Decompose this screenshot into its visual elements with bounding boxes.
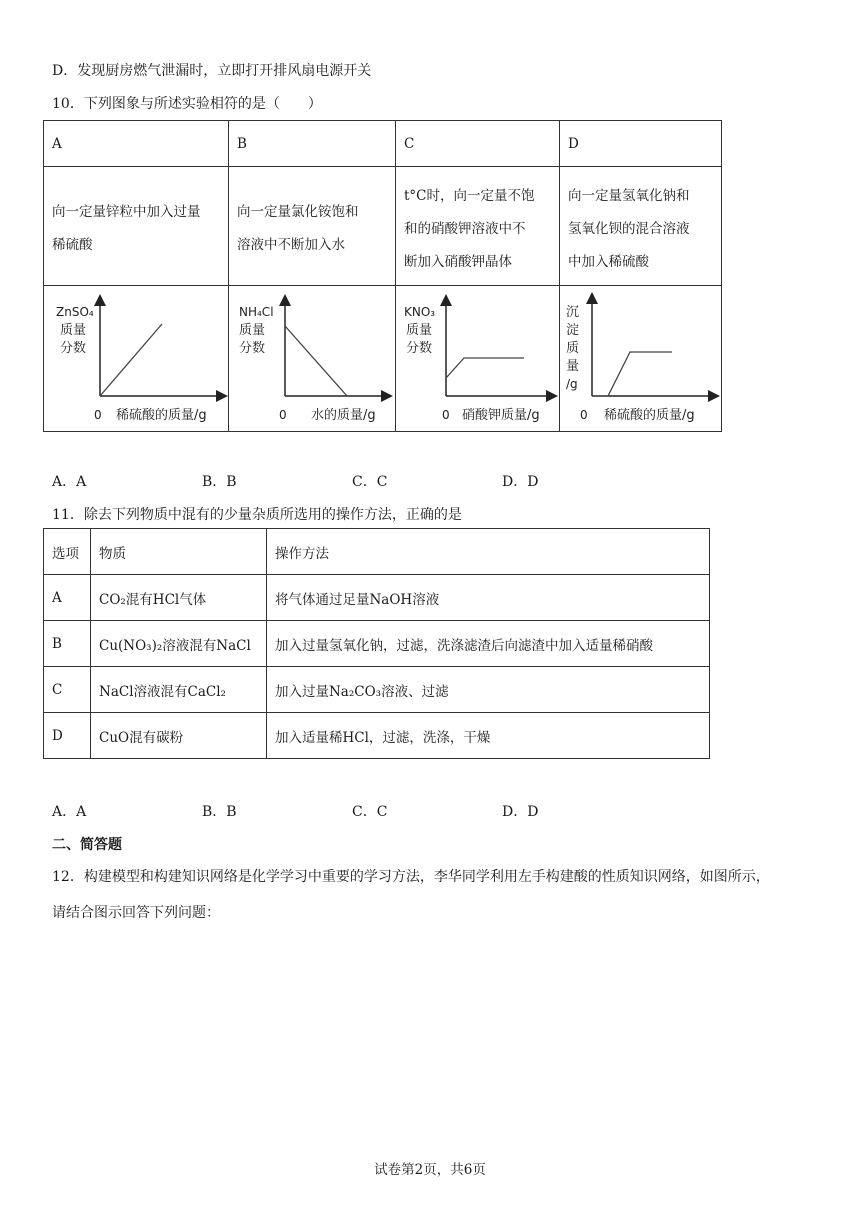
q10-header-b: B (229, 121, 396, 167)
q10-graph-d-ylabel-3: 质 (566, 341, 580, 356)
q10-graph-a-cell (44, 286, 229, 432)
q10-graph-a-origin: 0 (94, 408, 102, 422)
table-row (44, 621, 710, 667)
q10-graph-b-origin: 0 (279, 408, 287, 422)
q10-graph-a-ylabel-3: 分数 (60, 341, 87, 356)
q11-row-b-method: 加入过量氢氧化钠，过滤，洗涤滤渣后向滤渣中加入适量稀硝酸 (267, 621, 710, 667)
q11-choices (52, 801, 538, 821)
q10-header-c: C (396, 121, 560, 167)
q11-stem: 11．除去下列物质中混有的少量杂质所选用的操作方法，正确的是 (52, 507, 462, 523)
table-row (44, 713, 710, 759)
q11-row-d-substance: CuO混有碳粉 (91, 713, 267, 759)
q10-graph-d-xlabel: 稀硫酸的质量/g (604, 408, 695, 423)
q10-stem: 10．下列图象与所述实验相符的是（ ） (52, 96, 322, 112)
q11-row-b-substance: Cu(NO₃)₂溶液混有NaCl (91, 621, 267, 667)
q11-header-option: 选项 (44, 529, 91, 575)
q10-desc-b-line1: 向一定量氯化铵饱和 (237, 204, 359, 220)
q9-option-d: D．发现厨房燃气泄漏时，立即打开排风扇电源开关 (52, 63, 372, 79)
q11-row-d-method: 加入适量稀HCl，过滤，洗涤，干燥 (267, 713, 710, 759)
q10-graph-a-ylabel-2: 质量 (60, 323, 87, 338)
q10-graph-b (229, 286, 396, 431)
q11-header-substance: 物质 (91, 529, 267, 575)
q10-graph-a-curve (100, 324, 162, 396)
q10-graph-b-xlabel: 水的质量/g (311, 408, 376, 423)
q10-graph-d-ylabel-5: /g (566, 377, 578, 391)
q10-graph-row (44, 286, 722, 432)
q12-stem-line1: 12．构建模型和构建知识网络是化学学习中重要的学习方法，李华同学利用左手构建酸的性质知识网络，如图所示， (52, 869, 770, 885)
q11-table (43, 528, 710, 759)
q10-desc-d (560, 167, 722, 286)
page-footer: 试卷第2页，共6页 (374, 1162, 486, 1178)
q10-choices (52, 471, 538, 491)
q10-graph-d-curve (592, 352, 672, 396)
q10-desc-c (396, 167, 560, 286)
q10-desc-a-line2: 稀硫酸 (52, 237, 93, 253)
q11-row-a-method: 将气体通过足量NaOH溶液 (267, 575, 710, 621)
q10-graph-a (44, 286, 229, 431)
q10-graph-d-cell (560, 286, 722, 432)
section-title: 二、简答题 (52, 837, 122, 853)
q10-graph-b-ylabel-2: 质量 (239, 323, 266, 338)
q11-choice-b[interactable]: B．B (202, 804, 237, 820)
q10-graph-b-cell (229, 286, 396, 432)
q10-graph-c-cell (396, 286, 560, 432)
q10-desc-c-line1: t°C时，向一定量不饱 (404, 187, 535, 204)
q10-graph-b-ylabel-1: NH₄Cl (239, 305, 274, 319)
q10-choice-a[interactable]: A．A (52, 474, 87, 490)
q11-choice-d[interactable]: D．D (502, 804, 539, 820)
q12-stem (52, 859, 827, 931)
q10-desc-a (44, 167, 229, 286)
q10-desc-a-line1: 向一定量锌粒中加入过量 (52, 204, 201, 220)
q10-graph-c-curve (446, 358, 524, 378)
q10-graph-d-origin: 0 (580, 408, 588, 422)
q10-desc-c-line3: 断加入硝酸钾晶体 (404, 253, 512, 270)
q10-graph-b-ylabel-3: 分数 (239, 341, 266, 356)
q10-graph-d-ylabel-2: 淀 (566, 323, 580, 338)
q11-choice-c[interactable]: C．C (352, 804, 388, 820)
table-row (44, 575, 710, 621)
q11-row-c-substance: NaCl溶液混有CaCl₂ (91, 667, 267, 713)
q10-desc-d-line1: 向一定量氢氧化钠和 (568, 187, 690, 204)
q10-graph-c-ylabel-2: 质量 (406, 323, 433, 338)
q10-description-row (44, 167, 722, 286)
q10-header-d: D (560, 121, 722, 167)
table-row (44, 667, 710, 713)
q10-header-row (44, 121, 722, 167)
q10-graph-d (560, 286, 722, 431)
q10-table (43, 120, 722, 432)
q10-desc-c-line2: 和的硝酸钾溶液中不 (404, 220, 526, 237)
q10-graph-c-origin: 0 (442, 408, 450, 422)
q10-desc-d-line2: 氢氧化钡的混合溶液 (568, 220, 690, 237)
q12-stem-line2: 请结合图示回答下列问题： (52, 905, 220, 921)
q10-choice-c[interactable]: C．C (352, 474, 388, 490)
q10-desc-b (229, 167, 396, 286)
q11-header-row (44, 529, 710, 575)
q11-choice-a[interactable]: A．A (52, 804, 87, 820)
q11-row-b-opt: B (44, 621, 91, 667)
q11-row-a-opt: A (44, 575, 91, 621)
q10-header-a: A (44, 121, 229, 167)
q10-graph-d-ylabel-1: 沉 (566, 305, 580, 320)
q10-graph-a-ylabel-1: ZnSO₄ (56, 305, 94, 319)
q10-graph-c-ylabel-1: KNO₃ (404, 305, 436, 319)
q10-choice-b[interactable]: B．B (202, 474, 237, 490)
q10-graph-d-ylabel-4: 量 (566, 359, 580, 374)
q10-desc-b-line2: 溶液中不断加入水 (237, 237, 345, 253)
q10-graph-c-xlabel: 硝酸钾质量/g (462, 408, 540, 423)
q11-row-c-opt: C (44, 667, 91, 713)
q10-graph-c-ylabel-3: 分数 (406, 341, 433, 356)
q10-graph-b-curve (285, 326, 347, 396)
q11-row-d-opt: D (44, 713, 91, 759)
q10-desc-d-line3: 中加入稀硫酸 (568, 253, 649, 270)
q11-row-a-substance: CO₂混有HCl气体 (91, 575, 267, 621)
q10-graph-c (396, 286, 560, 431)
q11-header-method: 操作方法 (267, 529, 710, 575)
q11-row-c-method: 加入过量Na₂CO₃溶液、过滤 (267, 667, 710, 713)
q10-graph-a-xlabel: 稀硫酸的质量/g (116, 408, 207, 423)
q10-choice-d[interactable]: D．D (502, 474, 539, 490)
